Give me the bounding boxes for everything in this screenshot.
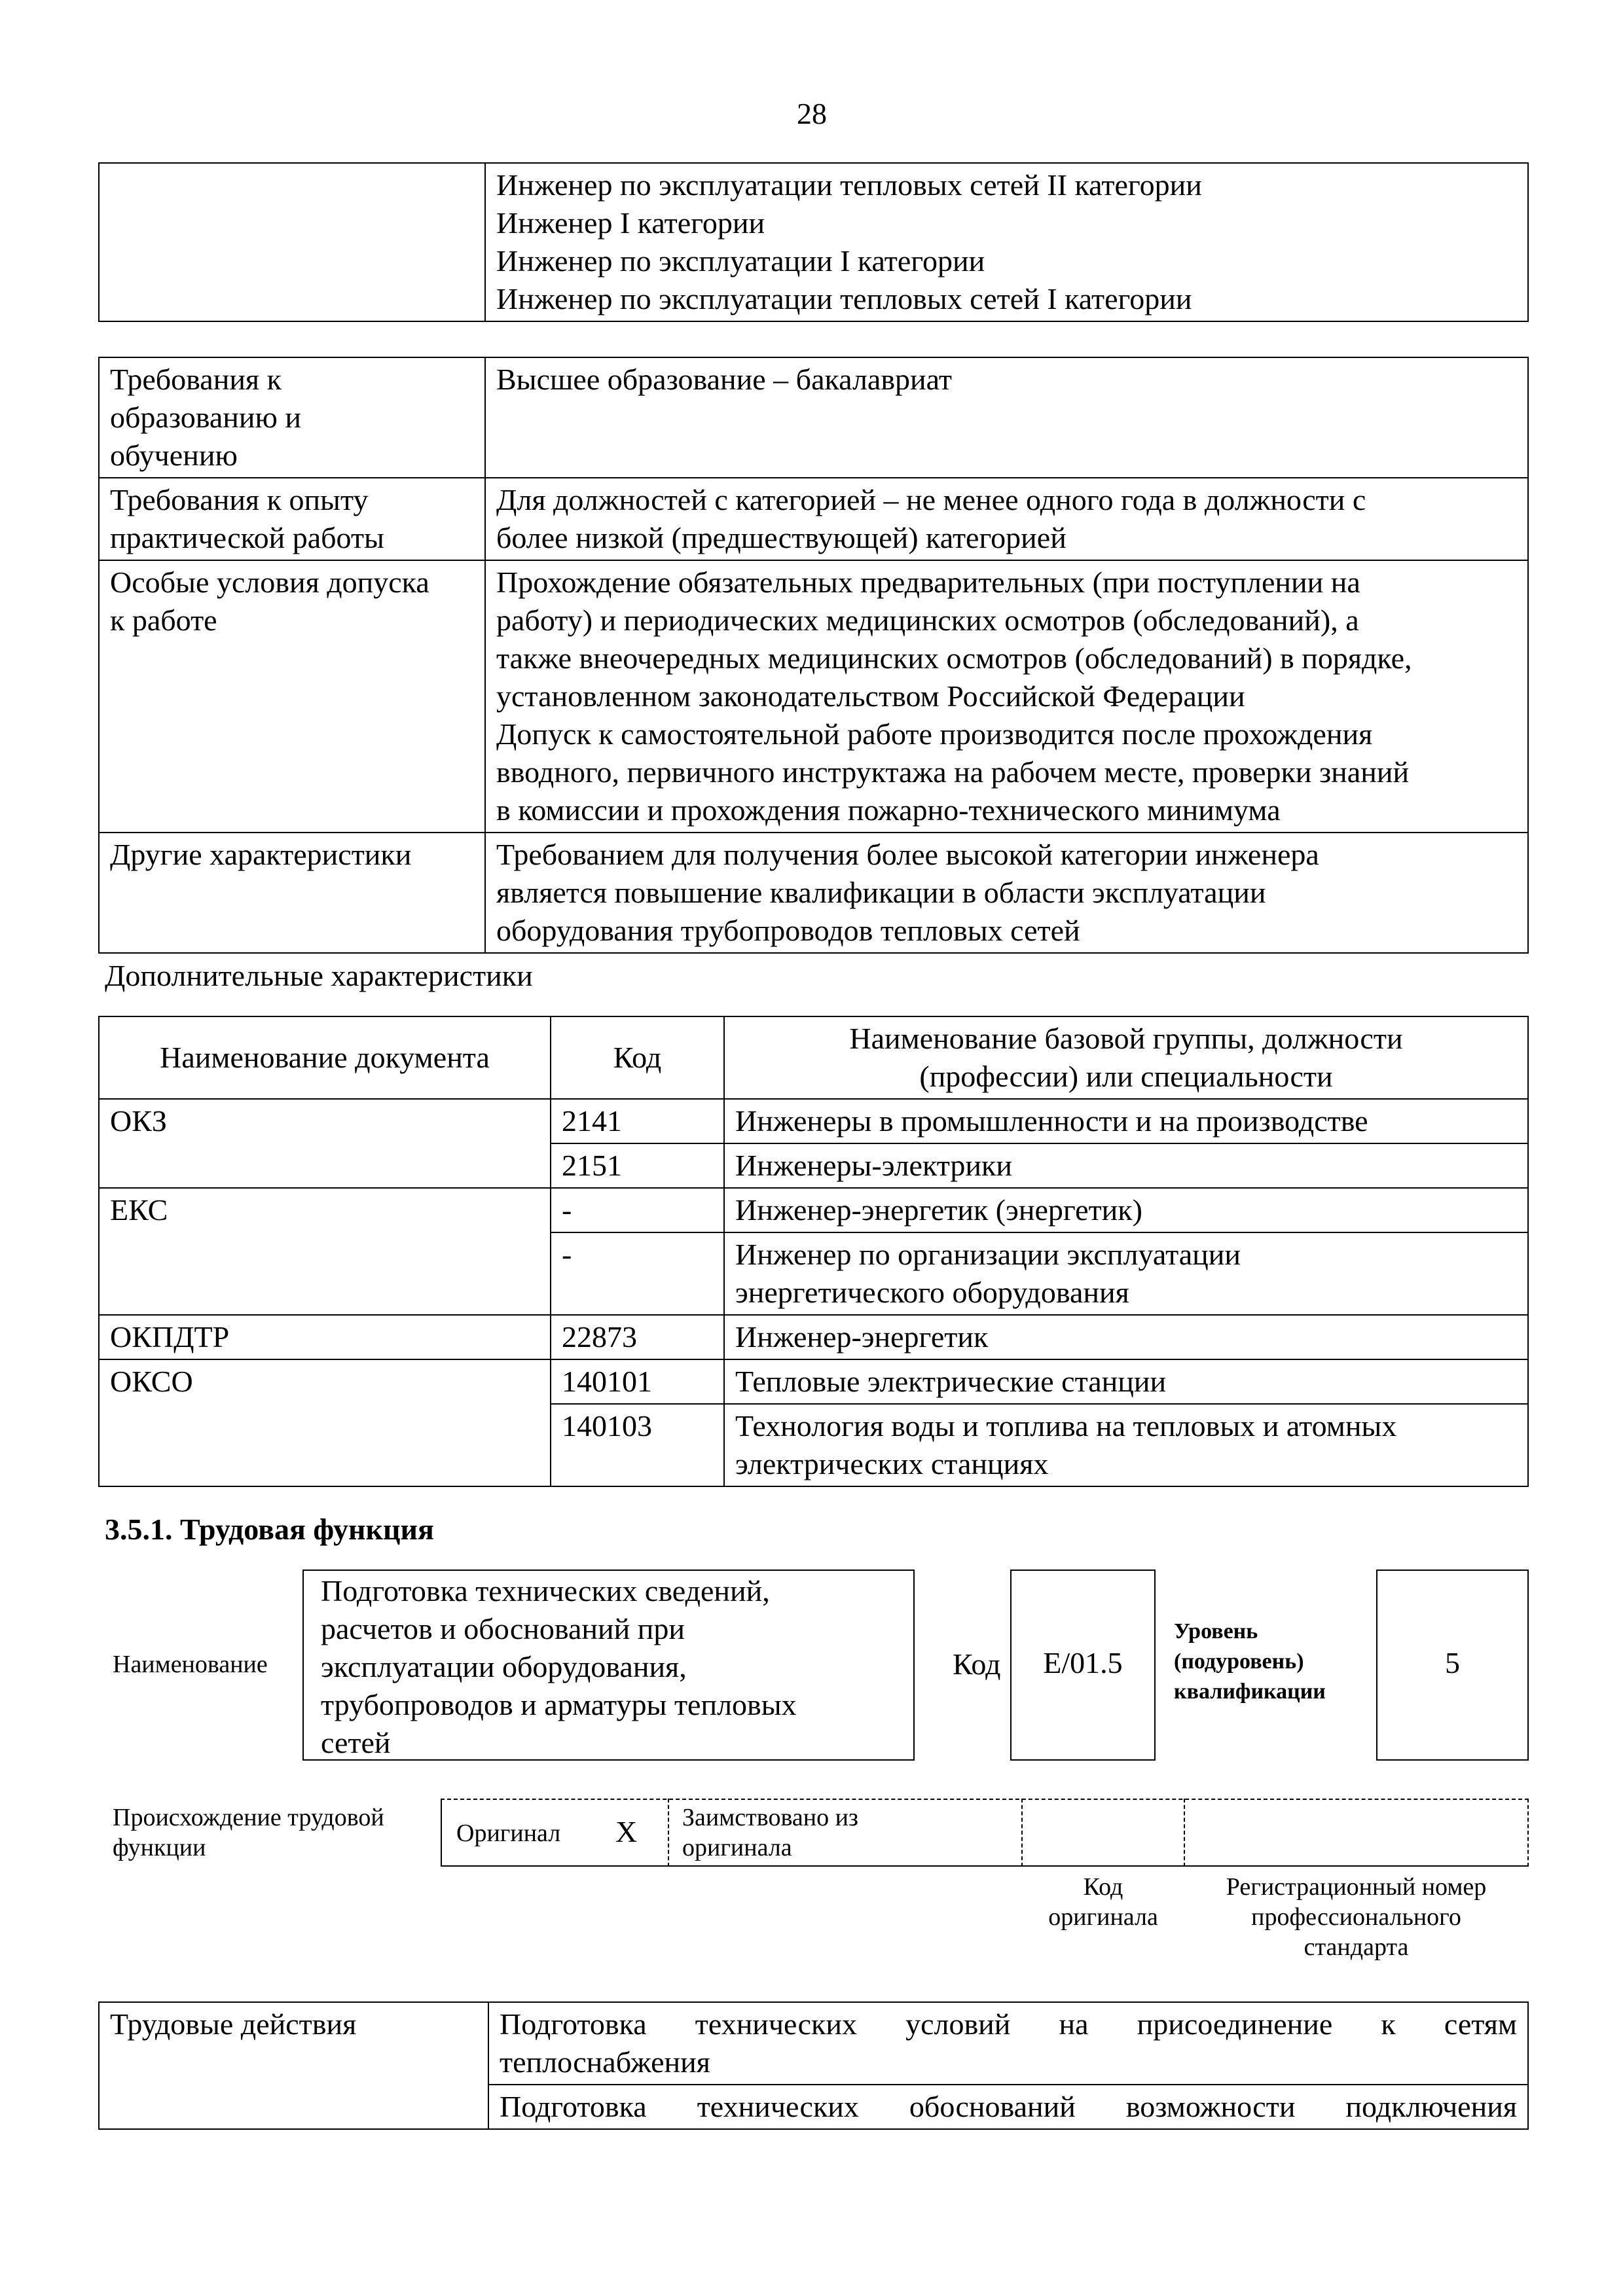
value-line: Требованием для получения более высокой категории инженера	[496, 838, 1319, 871]
name-line: электрических станциях	[735, 1447, 1049, 1480]
name-line: эксплуатации оборудования,	[321, 1650, 687, 1683]
divider	[1184, 1799, 1185, 1867]
empty-cell	[99, 163, 485, 321]
action-cell	[488, 2002, 1528, 2085]
header-document: Наименование документа	[99, 1016, 551, 1099]
origin-line: функции	[113, 1834, 206, 1861]
name-cell	[724, 1404, 1528, 1486]
actions-label: Трудовые действия	[99, 2002, 488, 2129]
code-cell: 140101	[551, 1359, 724, 1404]
label-line: образованию и	[110, 401, 301, 434]
label-line: практической работы	[110, 521, 384, 554]
name-line: Инженер по организации эксплуатации	[735, 1238, 1241, 1271]
header-code: Код	[551, 1016, 724, 1099]
experience-label	[99, 478, 485, 560]
action-line: Подготовка технических обоснований возможности подключения	[500, 2090, 1517, 2123]
function-name-box	[302, 1570, 915, 1761]
name-cell: Тепловые электрические станции	[724, 1359, 1528, 1404]
job-title: Инженер по эксплуатации I категории	[496, 244, 985, 278]
name-line: Технология воды и топлива на тепловых и атомных	[735, 1409, 1397, 1443]
caption-line: Код	[1083, 1873, 1123, 1901]
classifiers-table	[98, 1016, 1529, 1487]
name-cell: Инженеры в промышленности и на производстве	[724, 1099, 1528, 1143]
value-line: оборудования трубопроводов тепловых сетей	[496, 914, 1080, 947]
page-number: 28	[797, 97, 827, 130]
name-line: трубопроводов и арматуры тепловых	[321, 1688, 797, 1721]
origin-row	[441, 1799, 1529, 1867]
origin-line: Происхождение трудовой	[113, 1804, 384, 1831]
divider	[668, 1799, 669, 1867]
value-line: Допуск к самостоятельной работе производится после прохождения	[496, 717, 1373, 751]
code-box: E/01.5	[1010, 1570, 1156, 1761]
header-line: Наименование базовой группы, должности	[849, 1022, 1403, 1055]
borrowed-line: Заимствовано из	[682, 1804, 858, 1831]
action-line: Подготовка технических условий на присоединение к сетям	[500, 2007, 1517, 2041]
experience-value	[485, 478, 1528, 560]
value-line: работу) и периодических медицинских осмотров (обследований), а	[496, 603, 1359, 637]
level-line: (подуровень)	[1174, 1649, 1304, 1674]
value-line: Для должностей с категорией – не менее одного года в должности с	[496, 483, 1366, 516]
value-line: вводного, первичного инструктажа на рабочем месте, проверки знаний	[496, 755, 1410, 789]
level-line: квалификации	[1174, 1679, 1326, 1704]
job-titles-table	[98, 162, 1529, 322]
doc-okso: ОКСО	[99, 1359, 551, 1486]
doc-eks: ЕКС	[99, 1188, 551, 1315]
label-line: Особые условия допуска	[110, 565, 429, 599]
value-line: установленном законодательством Российской Федерации	[496, 679, 1245, 713]
code-cell: -	[551, 1232, 724, 1315]
code-cell: -	[551, 1188, 724, 1232]
value-line: в комиссии и прохождения пожарно-технического минимума	[496, 793, 1281, 827]
labour-actions-table	[98, 2001, 1529, 2130]
name-line: энергетического оборудования	[735, 1276, 1129, 1309]
doc-okz: ОКЗ	[99, 1099, 551, 1188]
label-line: Требования к	[110, 363, 282, 396]
original-mark: X	[615, 1815, 638, 1848]
name-cell: Инженер-энергетик (энергетик)	[724, 1188, 1528, 1232]
requirements-table	[98, 357, 1529, 954]
function-heading: 3.5.1. Трудовая функция	[105, 1513, 434, 1546]
section-heading: Дополнительные характеристики	[105, 959, 533, 992]
value-line: также внеочередных медицинских осмотров (обследований) в порядке,	[496, 641, 1412, 675]
level-line: Уровень	[1174, 1619, 1258, 1643]
value-line: является повышение квалификации в области эксплуатации	[496, 876, 1266, 909]
origin-label	[113, 1803, 384, 1863]
name-label: Наименование	[113, 1651, 268, 1678]
label-line: обучению	[110, 439, 238, 472]
doc-okpdtr: ОКПДТР	[99, 1315, 551, 1359]
value-line: Прохождение обязательных предварительных (при поступлении на	[496, 565, 1360, 599]
code-original-caption	[1021, 1872, 1185, 1932]
code-cell: 140103	[551, 1404, 724, 1486]
reg-number-caption	[1184, 1872, 1529, 1962]
code-label: Код	[953, 1647, 1001, 1681]
job-title: Инженер I категории	[496, 206, 765, 240]
level-box: 5	[1376, 1570, 1529, 1761]
code-cell: 22873	[551, 1315, 724, 1359]
action-cell	[488, 2085, 1528, 2129]
caption-line: оригинала	[1048, 1903, 1158, 1931]
borrowed-label	[682, 1803, 858, 1863]
label-line: к работе	[110, 603, 217, 637]
name-line: расчетов и обоснований при	[321, 1612, 685, 1645]
borrowed-line: оригинала	[682, 1834, 792, 1861]
education-value: Высшее образование – бакалавриат	[485, 357, 1528, 478]
code-cell: 2151	[551, 1143, 724, 1188]
header-name	[724, 1016, 1528, 1099]
action-line: теплоснабжения	[500, 2045, 710, 2079]
code-cell: 2141	[551, 1099, 724, 1143]
name-line: Подготовка технических сведений,	[321, 1574, 770, 1607]
job-titles-cell	[485, 163, 1528, 321]
other-label: Другие характеристики	[99, 833, 485, 953]
header-line: (профессии) или специальности	[919, 1060, 1333, 1093]
education-label	[99, 357, 485, 478]
level-label	[1174, 1617, 1326, 1707]
admission-value	[485, 560, 1528, 833]
caption-line: профессионального	[1251, 1903, 1461, 1931]
job-title: Инженер по эксплуатации тепловых сетей I категории	[496, 282, 1192, 315]
caption-line: Регистрационный номер	[1226, 1873, 1487, 1901]
other-value	[485, 833, 1528, 953]
label-line: Требования к опыту	[110, 483, 369, 516]
admission-label	[99, 560, 485, 833]
name-cell	[724, 1232, 1528, 1315]
name-line: сетей	[321, 1726, 391, 1759]
name-cell: Инженеры-электрики	[724, 1143, 1528, 1188]
value-line: более низкой (предшествующей) категорией	[496, 521, 1067, 554]
original-label: Оригинал	[456, 1820, 561, 1847]
caption-line: стандарта	[1304, 1933, 1409, 1961]
job-title: Инженер по эксплуатации тепловых сетей II категории	[496, 168, 1202, 202]
divider	[1021, 1799, 1023, 1867]
name-cell: Инженер-энергетик	[724, 1315, 1528, 1359]
